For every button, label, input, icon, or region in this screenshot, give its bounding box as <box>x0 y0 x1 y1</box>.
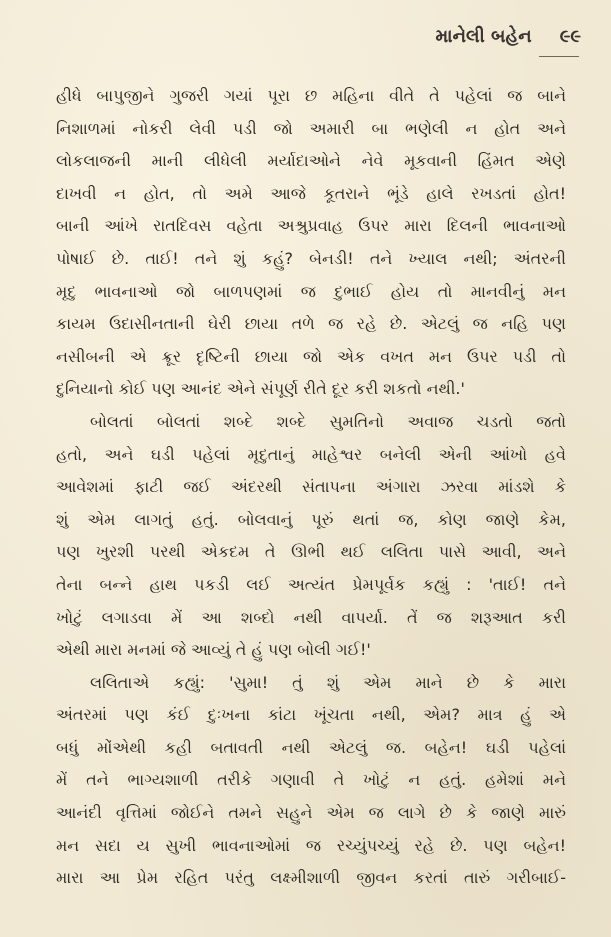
paragraph-3 <box>56 667 566 895</box>
body-text <box>56 80 566 895</box>
text-line: દાખવી ન હોત, તો અમે આજે કૂતરાને ભૂંડે હાલે રખડતાં હોત! <box>56 183 566 203</box>
paragraph-2 <box>56 406 566 667</box>
text-line: મૃદુ ભાવનાઓ જો બાળપણમાં જ દુભાઈ હોય તો માનવીનું મન <box>56 281 566 301</box>
text-line: બધું મોંએથી કહી બતાવતી નથી એટલું જ. બહેન! ઘડી પહેલાં <box>56 737 566 757</box>
text-line: મન સદા ય સુખી ભાવનાઓમાં જ રચ્યુંપચ્યું રહે છે. પણ બહેન! <box>56 835 566 855</box>
page-number: ૯૯ <box>559 26 581 47</box>
text-line: મારા આ પ્રેમ રહિત પરંતુ લક્ષ્મીશાળી જીવન કરતાં તારું ગરીબાઈ- <box>56 868 566 888</box>
text-line: પણ ખુરશી પરથી એકદમ તે ઊભી થઈ લલિતા પાસે આવી, અને <box>56 542 566 562</box>
text-line: તેના બન્ને હાથ પકડી લઈ અત્યંત પ્રેમપૂર્વક કહ્યું : 'તાઈ! તને <box>56 574 566 594</box>
running-header <box>435 26 581 47</box>
text-line: બોલતાં બોલતાં શબ્દે શબ્દે સુમતિનો અવાજ ચડતો જતો <box>90 411 566 431</box>
text-line: એથી મારા મનમાં જે આવ્યું તે હું પણ બોલી ગઈ!' <box>56 640 371 660</box>
text-line: આવેશમાં ફાટી જઈ અંદરથી સંતાપના અંગારા ઝરવા માંડશે કે <box>56 477 566 497</box>
text-line: શું એમ લાગતું હતું. બોલવાનું પૂરું થતાં જ, કોણ જાણે કેમ, <box>56 509 566 529</box>
text-line: અંતરમાં પણ કંઈ દુઃખના કાંટા ખૂંચતા નથી, એમ? માત્ર હું એ <box>56 705 566 725</box>
paragraph-1 <box>56 80 566 406</box>
text-line: પોષાઈ છે. તાઈ! તને શું કહું? બેનડી! તને ખ્યાલ નથી; અંતરની <box>56 248 566 268</box>
text-line: લલિતાએ કહ્યું: 'સુમા! તું શું એમ માને છે કે મારા <box>90 672 566 692</box>
text-line: મેં તને ભાગ્યશાળી તરીકે ગણાવી તે ખોટું ન હતું. હમેશાં મને <box>56 770 566 790</box>
header-flourish <box>539 56 579 57</box>
running-title: માનેલી બહેન <box>435 26 532 47</box>
text-line: કાયમ ઉદાસીનતાની ઘેરી છાયા તળે જ રહે છે. એટલું જ નહિ પણ <box>56 314 566 334</box>
text-line: આનંદી વૃત્તિમાં જોઈને તમને સહુને એમ જ લાગે છે કે જાણે મારું <box>56 803 566 823</box>
text-line: દુનિયાનો કોઈ પણ આનંદ એને સંપૂર્ણ રીતે દૂર કરી શકતો નથી.' <box>56 379 465 399</box>
text-line: હતો, અને ઘડી પહેલાં મૃદુતાનું માહેશ્વર બનેલી એની આંખો હવે <box>56 444 566 464</box>
text-line: લોકલાજની માની લીધેલી મર્યાદાઓને નેવે મૂકવાની હિંમત એણે <box>56 151 566 171</box>
text-line: નિશાળમાં નોકરી લેવી પડી જો અમારી બા ભણેલી ન હોત અને <box>56 118 566 138</box>
text-line: હીધે બાપુજીને ગુજરી ગયાં પૂરા છ મહિના વીતે તે પહેલાં જ બાને <box>56 86 566 105</box>
text-line: નસીબની એ ક્રૂર દૃષ્ટિની છાયા જો એક વખત મન ઉપર પડી તો <box>56 346 566 366</box>
text-line: બાની આંખે રાતદિવસ વહેતા અશ્રુપ્રવાહ ઉપર મારા દિલની ભાવનાઓ <box>56 216 566 236</box>
text-line: ખોટું લગાડવા મેં આ શબ્દો નથી વાપર્યા. તેં જ શરૂઆત કરી <box>56 607 566 627</box>
